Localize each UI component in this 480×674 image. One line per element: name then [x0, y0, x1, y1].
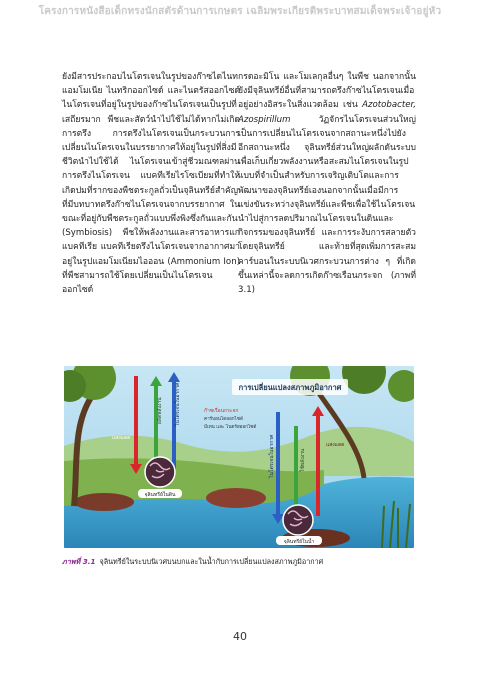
caption-text: จุลินทรีย์ในระบบนิเวศบนบกและในน้ำกับการเปลี่ยนแปลงสภาพภูมิอากาศ [99, 557, 324, 566]
gas-label-3: มีเทน และ ไนตรัสออกไซด์ [204, 425, 257, 430]
species-names: Azotobacter, Azospirillum [238, 100, 417, 125]
rock [74, 493, 134, 511]
rock [206, 488, 266, 508]
body-text-right-1: กรดอะมิโน และโมเลกุลอื่นๆ ในพืช นอกจากนั้นยังมีจุลินทรีย์อื่นที่สามารถตรึงก๊าซไนโตรเจนเมื่ออยู่อย่างอิสระในสิ่งแวดล้อม เช่น [238, 72, 416, 111]
figure-illustration [64, 366, 414, 548]
gas-label-1: ก๊าซเรือนกระจก [204, 408, 239, 414]
body-text-right-2: วัฏจักรไนโตรเจนส่วนใหญ่เป็นการเปลี่ยนไนโตรเจนจากสถานะหนึ่งไปยังอีกสถานะหนึ่ง จุลินทรีย์ส่วนใหญ่ผลักดันระบบเพื่อเก็บเกี่ยวพลังงานหรือสะสมไนโตรเจนในรูปแบบที่จำเป็นสำหรับการเจริญเติบโตและการพัฒนาของจุลินทรีย์เองนอกจากนั้นเมื่อมีการแข่งขันระหว่างจุลินทรีย์และพืชเพื่อใช้ไนโตรเจน นำไปสู่การลดปริมาณไนโตรเจนในดินและกิจกรรมของจุลินทรีย์ และการระงับการสลายตัวโดยจุลินทรีย์ และท้ายที่สุดเพิ่มการสะสมคาร์บอนในระบบนิเวศกระบวนการต่าง ๆ ที่เกิดขึ้นเหล่านี้จะลดการเกิดก๊าซเรือนกระจก (ภาพที่ 3.1) [238, 114, 416, 296]
microbe-water-label: จุลินทรีย์ในน้ำ [283, 539, 315, 545]
label-nitrogen-right: ไนโตรเจนในอากาศ [269, 434, 275, 478]
gas-label-2: คาร์บอนไดออกไซด์ [204, 417, 243, 422]
figure-svg [64, 366, 414, 548]
label-energy-left: ผลิตพลังงาน [157, 397, 163, 424]
caption-label: ภาพที่ 3.1 [62, 557, 96, 566]
label-energy-right: ใช้พลังงาน [300, 448, 306, 472]
label-sunlight-right: แสงแดด [326, 442, 345, 448]
label-nitrogen-left: ไนโตรเจนในอากาศ [175, 382, 181, 426]
body-column-right [238, 70, 416, 297]
body-text-left: ยังมีสารประกอบไนโตรเจนในรูปของก๊าซไดไนท แอมโมเนีย ไนทริกออกไซด์ และไนตรัสออกไซด์ ไนโตรเจนที่อยู่ในรูปของก๊าซไนโตรเจนเป็นรูปที่เสถียรมาก พืชและสัตว์นำไปใช้ไม่ได้หากไม่เกิดการตรึง การตรึงไนโตรเจนเป็นกระบวนการเปลี่ยนไนโตรเจนในบรรยากาศให้อยู่ในรูปที่สิ่งมีชีวิตนำไปใช้ได้ ไนโตรเจนเข้าสู่ชีวมณฑลผ่านการตรึงไนโตรเจน แบคทีเรียไรโซเบียมที่ทำให้เกิดปมที่รากของพืชตระกูลถั่วเป็นจุลินทรีย์สำคัญที่มีบทบาทตรึงก๊าซไนโตรเจนจากบรรยากาศ ในขณะที่อยู่กับพืชตระกูลถั่วแบบพึ่งพิงซึ่งกันและกัน (Symbiosis) พืชให้พลังงานและสารอาหารแก่แบคทีเรีย แบคทีเรียตรึงไนโตรเจนจากอากาศมาอยู่ในรูปแอมโมเนียมไอออน (Ammonium Ion) ที่พืชสามารถใช้โดยเปลี่ยนเป็นไนโตรเจนออกไซด์ [62, 72, 240, 296]
body-column-left [62, 70, 240, 297]
figure-caption [62, 557, 422, 567]
page-number: 40 [233, 630, 247, 643]
microbe-soil-label: จุลินทรีย์ในดิน [144, 492, 176, 498]
running-header: โครงการหนังสือเด็กทรงนักสตัรด้านการเกษตร เฉลิมพระเกียรติพระบาทสมเด็จพระเจ้าอยู่หัว [38, 6, 442, 17]
label-sunlight-left: แสงแดด [112, 435, 131, 441]
figure-title: การเปลี่ยนแปลงสภาพภูมิอากาศ [238, 383, 342, 392]
